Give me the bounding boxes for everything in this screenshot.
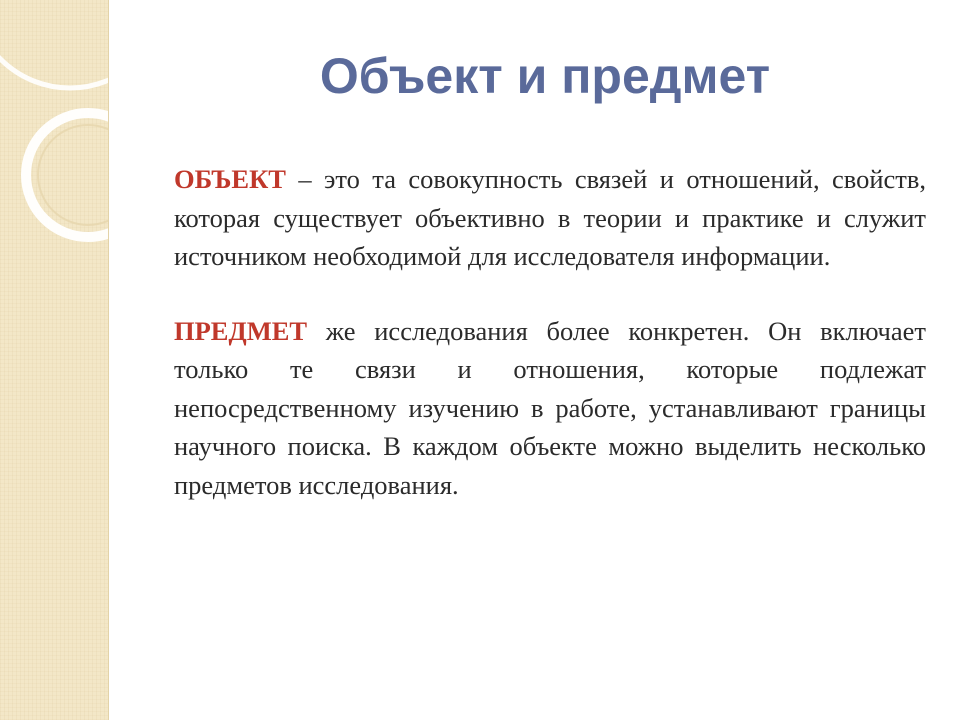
term-subject: ПРЕДМЕТ [174,315,308,346]
slide-title: Объект и предмет [319,48,771,104]
paragraph-subject [174,312,926,505]
term-object: ОБЪЕКТ [174,164,286,194]
decorative-ring-shadow [38,125,108,225]
slide-body [174,160,926,504]
decorative-rings-graphic [0,0,108,720]
definition-object: – это та совокупность связей и отношений, свойств, которая существует объективно в теории и практике и служит источником необходимой для исследователя информации. [174,164,926,271]
decorative-side-band [0,0,109,720]
paragraph-object [174,160,926,276]
decorative-ring-large [0,0,108,88]
definition-subject: же исследования более конкретен. Он включает только те связи и отношения, которые подлежат непосредственному изучению в работе, устанавливают границы научного поиска. В каждом объекте можно выделить несколько предметов исследования. [174,315,926,500]
